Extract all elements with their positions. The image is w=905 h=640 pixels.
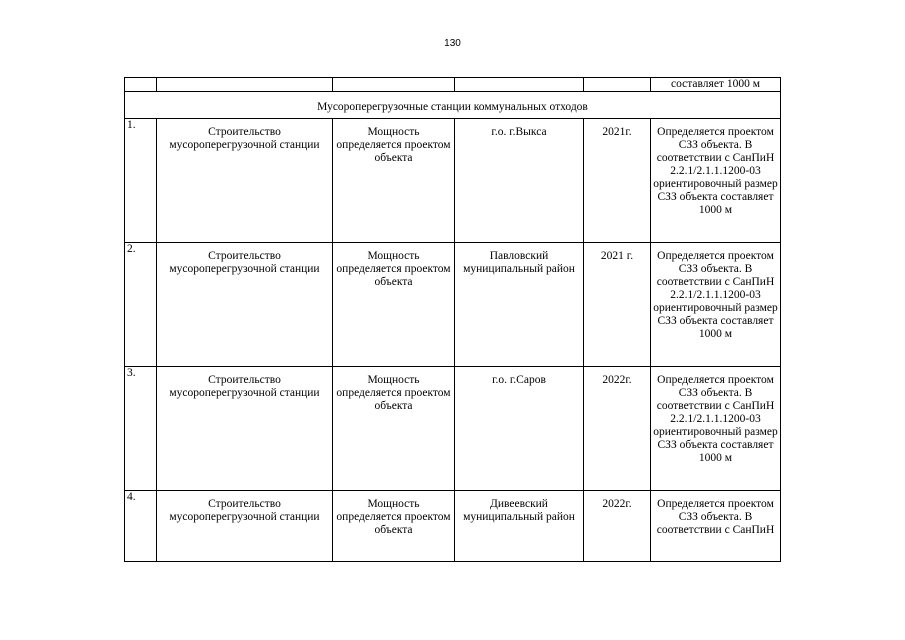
object-cell: Строительство мусороперегрузочной станции — [157, 367, 333, 491]
table-row — [125, 367, 781, 491]
table-row — [125, 119, 781, 243]
object-cell: Строительство мусороперегрузочной станции — [157, 491, 333, 562]
capacity-cell: Мощность определяется проектом объекта — [333, 367, 455, 491]
continuation-row — [125, 78, 781, 92]
capacity-cell: Мощность определяется проектом объекта — [333, 119, 455, 243]
page-number: 130 — [444, 38, 461, 49]
zone-cell: Определяется проектом СЗЗ объекта. В соответствии с СанПиН 2.2.1/2.1.1.1200-03 ориентировочный размер СЗЗ объекта составляет 1000 м — [651, 243, 781, 367]
year-cell: 2021 г. — [584, 243, 651, 367]
capacity-cell: Мощность определяется проектом объекта — [333, 243, 455, 367]
row-number: 3. — [125, 367, 157, 491]
continuation-text: составляет 1000 м — [651, 78, 781, 92]
zone-cell: Определяется проектом СЗЗ объекта. В соответствии с СанПиН 2.2.1/2.1.1.1200-03 ориентировочный размер СЗЗ объекта составляет 1000 м — [651, 367, 781, 491]
capacity-cell: Мощность определяется проектом объекта — [333, 491, 455, 562]
location-cell: г.о. г.Саров — [455, 367, 584, 491]
object-cell: Строительство мусороперегрузочной станции — [157, 119, 333, 243]
section-title: Мусороперегрузочные станции коммунальных отходов — [317, 101, 588, 113]
section-row — [125, 92, 781, 119]
row-number: 1. — [125, 119, 157, 243]
year-cell: 2022г. — [584, 367, 651, 491]
zone-cell: Определяется проектом СЗЗ объекта. В соответствии с СанПиН 2.2.1/2.1.1.1200-03 ориентировочный размер СЗЗ объекта составляет 1000 м — [651, 119, 781, 243]
zone-cell: Определяется проектом СЗЗ объекта. В соответствии с СанПиН — [651, 491, 781, 562]
facilities-table — [124, 77, 781, 562]
table-row — [125, 491, 781, 562]
location-cell: Дивеевский муниципальный район — [455, 491, 584, 562]
year-cell: 2021г. — [584, 119, 651, 243]
table-row — [125, 243, 781, 367]
location-cell: Павловский муниципальный район — [455, 243, 584, 367]
location-cell: г.о. г.Выкса — [455, 119, 584, 243]
object-cell: Строительство мусороперегрузочной станции — [157, 243, 333, 367]
row-number: 2. — [125, 243, 157, 367]
year-cell: 2022г. — [584, 491, 651, 562]
row-number: 4. — [125, 491, 157, 562]
